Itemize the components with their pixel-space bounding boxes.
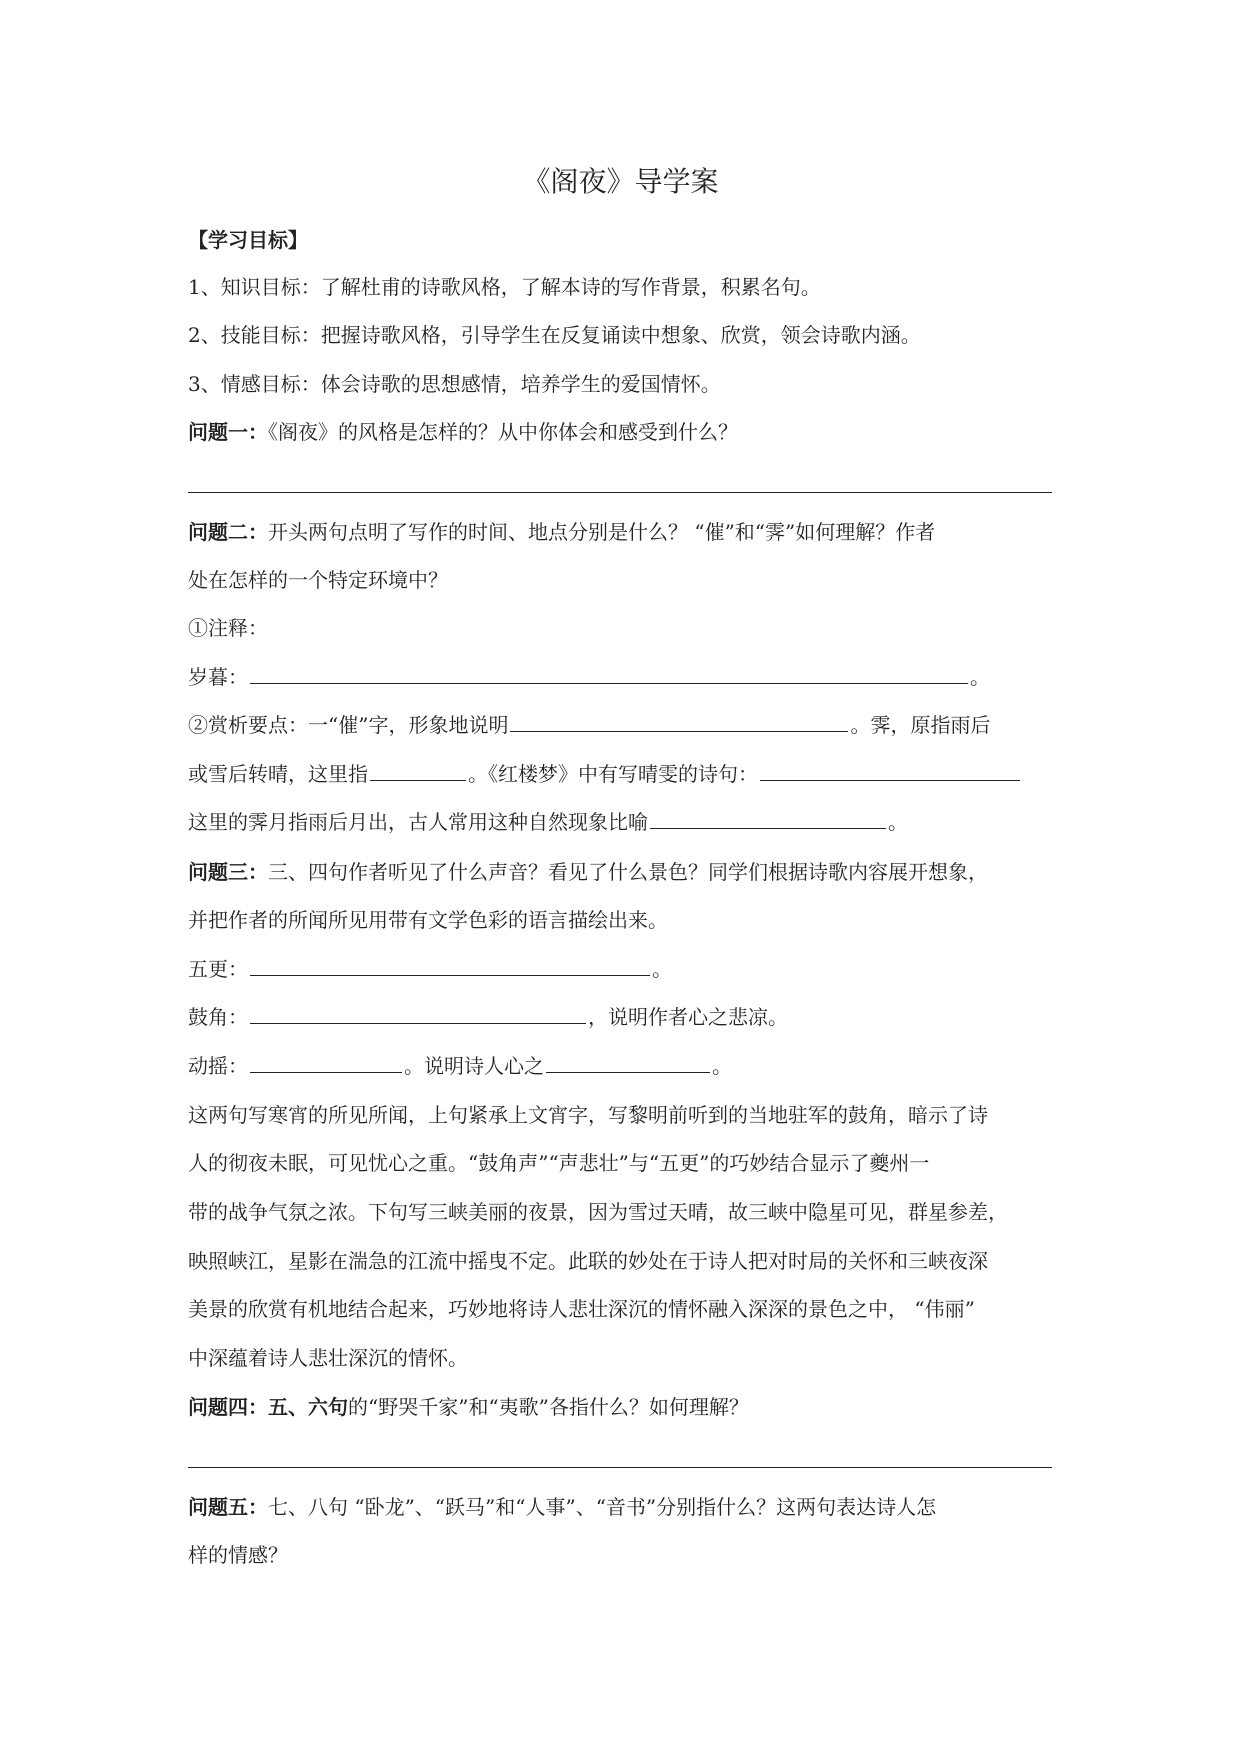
question-5-text-2: 样的情感？ <box>188 1543 288 1567</box>
hongloumeng-blank[interactable] <box>760 760 1020 781</box>
question-3-text-1: 三、四句作者听见了什么声音？看见了什么景色？同学们根据诗歌内容展开想象， <box>268 860 988 884</box>
question-4-label-2: 五、六句 <box>268 1395 348 1419</box>
ji-row <box>188 760 1022 788</box>
ji-text-2: 。《红楼梦》中有写晴雯的诗句： <box>468 762 758 786</box>
paragraph-line-5: 美景的欣赏有机地结合起来，巧妙地将诗人悲壮深沉的情怀融入深深的景色之中， “伟丽” <box>188 1297 975 1321</box>
appreciation-text-b: 。霁，原指雨后 <box>850 713 991 737</box>
question-3 <box>188 858 988 886</box>
suimu-row <box>188 663 990 691</box>
question-3-text-2: 并把作者的所闻所见用带有文学色彩的语言描绘出来。 <box>188 908 668 932</box>
question-5-text-1: 七、八句 “卧龙”、“跃马”和“人事”、“音书”分别指什么？这两句表达诗人怎 <box>268 1495 937 1519</box>
answer-line-q1[interactable] <box>188 492 1052 493</box>
paragraph-line-4: 映照峡江，星影在湍急的江流中摇曳不定。此联的妙处在于诗人把对时局的关怀和三峡夜深 <box>188 1249 988 1273</box>
jiyue-row <box>188 808 908 836</box>
question-1-label: 问题一： <box>188 420 268 444</box>
appreciation-row <box>188 711 990 739</box>
objective-item-3: 3、情感目标：体会诗歌的思想感情，培养学生的爱国情怀。 <box>188 372 721 396</box>
gujiao-tail: ，说明作者心之悲凉。 <box>588 1005 788 1029</box>
wugeng-row <box>188 955 672 983</box>
gujiao-blank[interactable] <box>250 1003 586 1024</box>
ji-blank[interactable] <box>370 760 466 781</box>
period: 。 <box>712 1054 732 1078</box>
gujiao-row <box>188 1003 788 1031</box>
question-5 <box>188 1493 936 1521</box>
jiyue-text: 这里的霁月指雨后月出，古人常用这种自然现象比喻 <box>188 810 648 834</box>
dongyao-mid: 。说明诗人心之 <box>404 1054 544 1078</box>
paragraph-line-6: 中深蕴着诗人悲壮深沉的情怀。 <box>188 1346 468 1370</box>
question-2-text-2: 处在怎样的一个特定环境中？ <box>188 568 448 592</box>
period: 。 <box>652 957 672 981</box>
xin-blank[interactable] <box>546 1052 710 1073</box>
suimu-label: 岁暮： <box>188 665 248 689</box>
period: 。 <box>888 810 908 834</box>
dongyao-blank[interactable] <box>250 1052 402 1073</box>
gujiao-label: 鼓角： <box>188 1005 248 1029</box>
wugeng-blank[interactable] <box>250 955 650 976</box>
question-1 <box>188 418 738 446</box>
objective-item-1: 1、知识目标：了解杜甫的诗歌风格，了解本诗的写作背景，积累名句。 <box>188 275 821 299</box>
question-5-label: 问题五： <box>188 1495 268 1519</box>
note-heading: ①注释： <box>188 616 268 640</box>
answer-line-q4[interactable] <box>188 1467 1052 1468</box>
period: 。 <box>970 665 990 689</box>
dongyao-label: 动摇： <box>188 1054 248 1078</box>
question-2-label: 问题二： <box>188 520 268 544</box>
question-4-text: 的“野哭千家”和“夷歌”各指什么？如何理解？ <box>348 1395 749 1419</box>
paragraph-line-1: 这两句写寒宵的所见所闻，上句紧承上文宵字，写黎明前听到的当地驻军的鼓角，暗示了诗 <box>188 1103 988 1127</box>
ji-text-1: 或雪后转晴，这里指 <box>188 762 368 786</box>
appreciation-text-a: ②赏析要点：一“催”字，形象地说明 <box>188 713 509 737</box>
cui-blank[interactable] <box>510 711 848 732</box>
question-1-text: 《阁夜》的风格是怎样的？从中你体会和感受到什么？ <box>268 420 738 444</box>
wugeng-label: 五更： <box>188 957 248 981</box>
paragraph-line-3: 带的战争气氛之浓。下句写三峡美丽的夜景，因为雪过天晴，故三峡中隐星可见，群星参差， <box>188 1200 1008 1224</box>
question-3-label: 问题三： <box>188 860 268 884</box>
question-4-label: 问题四： <box>188 1395 268 1419</box>
objective-item-2: 2、技能目标：把握诗歌风格，引导学生在反复诵读中想象、欣赏，领会诗歌内涵。 <box>188 323 921 347</box>
suimu-blank[interactable] <box>250 663 968 684</box>
question-2-text-1: 开头两句点明了写作的时间、地点分别是什么？ “催”和“霁”如何理解？作者 <box>268 520 936 544</box>
objectives-heading: 【学习目标】 <box>188 228 308 252</box>
page-title: 《阁夜》导学案 <box>522 165 719 198</box>
question-4 <box>188 1393 749 1421</box>
metaphor-blank[interactable] <box>650 808 886 829</box>
paragraph-line-2: 人的彻夜未眠，可见忧心之重。“鼓角声”“声悲壮”与“五更”的巧妙结合显示了夔州一 <box>188 1151 930 1175</box>
question-2 <box>188 518 935 546</box>
dongyao-row <box>188 1052 732 1080</box>
